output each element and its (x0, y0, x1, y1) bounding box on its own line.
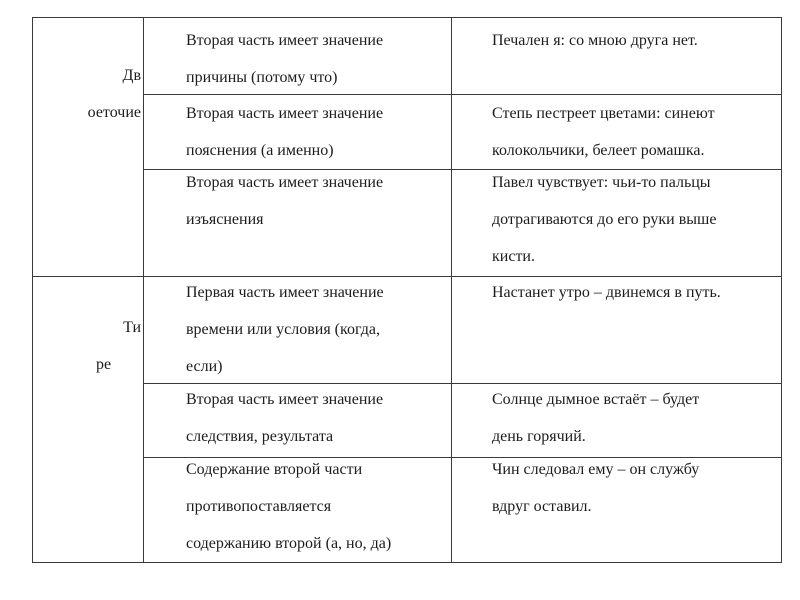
label-line: Ти (123, 319, 141, 336)
cell-line: пояснения (а именно) (186, 142, 334, 159)
cell-line: изъяснения (186, 211, 264, 228)
table-border-right (781, 17, 782, 563)
cell-line: Первая часть имеет значение (186, 284, 384, 301)
example-cell (492, 164, 716, 275)
cell-line: Степь пестреет цветами: синеют (492, 105, 715, 122)
cell-line: кисти. (492, 248, 535, 265)
label-line: оеточие (87, 104, 141, 121)
section-label-colon (32, 57, 141, 131)
cell-line: Павел чувствует: чьи-то пальцы (492, 174, 711, 191)
cell-line: Вторая часть имеет значение (186, 105, 384, 122)
table-border-top (32, 17, 782, 18)
cell-line: следствия, результата (186, 428, 334, 445)
cell-line: причины (потому что) (186, 69, 338, 86)
cell-line: день горячий. (492, 428, 586, 445)
cell-line: Вторая часть имеет значение (186, 32, 384, 49)
cell-line: времени или условия (когда, (186, 321, 380, 338)
cell-line: Печален я: со мною друга нет. (492, 32, 698, 49)
cell-line: содержанию второй (а, но, да) (186, 535, 392, 552)
cell-line: Содержание второй части (186, 461, 363, 478)
example-cell (492, 381, 699, 455)
table-border-bottom (32, 562, 782, 563)
cell-line: если) (186, 358, 223, 375)
meaning-cell (186, 164, 383, 238)
meaning-cell (186, 274, 384, 385)
example-cell (492, 451, 699, 525)
example-cell (492, 274, 721, 311)
section-label-dash (32, 309, 141, 383)
cell-line: Вторая часть имеет значение (186, 174, 384, 191)
cell-line: вдруг оставил. (492, 498, 592, 515)
cell-line: Вторая часть имеет значение (186, 391, 384, 408)
column-divider (143, 17, 144, 563)
meaning-cell (186, 95, 383, 169)
cell-line: Настанет утро – двинемся в путь. (492, 284, 721, 301)
cell-line: дотрагиваются до его руки выше (492, 211, 717, 228)
label-line: ре (96, 356, 112, 373)
cell-line: Солнце дымное встаёт – будет (492, 391, 700, 408)
column-divider (451, 17, 452, 563)
cell-line: противопоставляется (186, 498, 332, 515)
example-cell (492, 22, 698, 59)
punctuation-table (32, 17, 782, 563)
example-cell (492, 95, 715, 169)
label-line: Дв (122, 67, 141, 84)
cell-line: Чин следовал ему – он службу (492, 461, 700, 478)
meaning-cell (186, 381, 383, 455)
meaning-cell (186, 451, 391, 562)
meaning-cell (186, 22, 383, 96)
cell-line: колокольчики, белеет ромашка. (492, 142, 705, 159)
